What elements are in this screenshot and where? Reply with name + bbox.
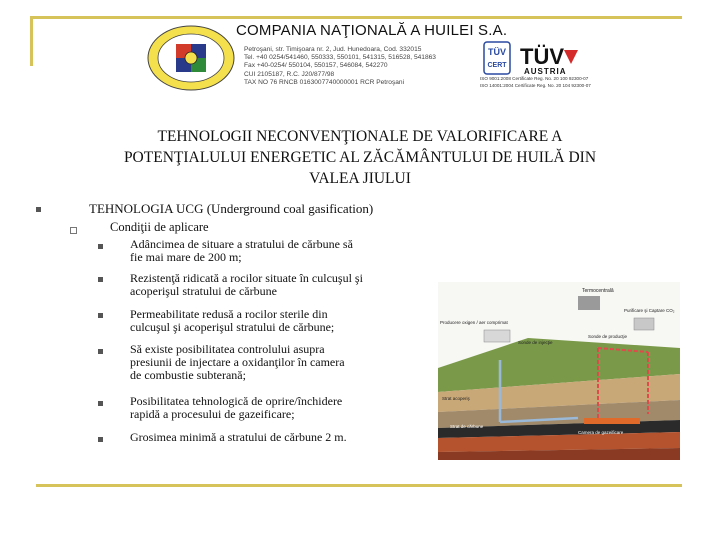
title-line: VALEA JIULUI xyxy=(309,170,411,187)
cert-line: ISO 14001:2004 Certificate Reg. No. 20 104 92300-07 xyxy=(480,82,591,88)
frame-left-line xyxy=(30,16,33,66)
tuv-cert-seal xyxy=(484,42,510,74)
company-logo xyxy=(146,24,236,92)
list-item xyxy=(130,431,430,444)
list-item xyxy=(130,343,430,382)
diagram-label: Sonde de producţie xyxy=(588,334,628,339)
diagram-label: Strat de cărbune xyxy=(450,424,484,429)
bullet-square-icon xyxy=(98,437,103,442)
list-item-line: Rezistenţă ridicată a rocilor situate în culcuşul şi xyxy=(130,271,363,285)
address-line: Fax +40-0254/ 550104, 550157, 546084, 542270 xyxy=(244,62,388,70)
list-item-line: Grosimea minimă a stratului de cărbune 2 m. xyxy=(130,430,347,444)
oxygen-plant xyxy=(484,330,510,342)
diagram-label: Sonde de injecţie xyxy=(518,340,553,345)
bullet-square-icon xyxy=(98,349,103,354)
list-item xyxy=(130,238,430,264)
cert-line: ISO 9001:2008 Certificate Reg. No. 20 100 92300-07 xyxy=(480,76,589,81)
title-line: POTENŢIALULUI ENERGETIC AL ZĂCĂMÂNTULUI DE HUILĂ DIN xyxy=(123,149,597,166)
power-station xyxy=(578,296,600,310)
diagram-label: Producere oxigen / aer comprimat xyxy=(440,320,508,325)
list-item-line: acoperişul stratului de cărbune xyxy=(130,284,277,298)
cert-info xyxy=(480,76,591,89)
co2-capture-plant xyxy=(634,318,654,330)
diagram-label: Termocentrală xyxy=(582,288,614,294)
main-heading: TEHNOLOGIA UCG (Underground coal gasification) xyxy=(89,201,374,216)
address-line: Petroşani, str. Timişoara nr. 2, Jud. Hunedoara, Cod. 332015 xyxy=(244,46,422,53)
company-name: COMPANIA NAŢIONALĂ A HUILEI S.A. xyxy=(236,22,508,39)
page-title xyxy=(40,126,680,189)
ucg-process-diagram xyxy=(438,282,680,460)
address-line: CUI 2105187, R.C. J20/877/98 xyxy=(244,70,335,78)
coal-gasification-chamber xyxy=(584,418,640,424)
bullet-hollow-square-icon xyxy=(70,227,77,234)
seal-tuv-text: TÜV xyxy=(488,47,506,57)
bullet-square-icon xyxy=(98,313,103,318)
seal-cert-text: CERT xyxy=(487,62,507,69)
bullet-square-icon xyxy=(98,401,103,406)
frame-top-line xyxy=(30,16,682,19)
list-item-line: de combustie subterană; xyxy=(130,368,246,382)
address-line: TAX NO 76 RNCB 0163007740000001 RCR Petroşani xyxy=(244,78,405,86)
list-item-line: culcuşul şi acoperişul stratului de cărbune; xyxy=(130,320,335,334)
cert-country: AUSTRIA xyxy=(524,67,567,76)
list-item-line: Permeabilitate redusă a rocilor sterile din xyxy=(130,307,328,321)
tuv-red-mark xyxy=(564,50,578,64)
frame-bottom-line xyxy=(36,484,682,487)
list-item xyxy=(130,308,430,334)
list-item-line: presiunii de injectare a oxidanţilor în camera xyxy=(130,355,345,369)
address-line: Tel. +40 0254/541460, 550333, 550101, 541315, 516528, 541863 xyxy=(244,54,436,62)
bullet-square-icon xyxy=(98,244,103,249)
list-item-line: rapidă a procesului de gazeificare; xyxy=(130,407,295,421)
list-item-line: Să existe posibilitatea controlului asupra xyxy=(130,342,325,356)
list-item-line: Adâncimea de situare a stratului de cărbune să xyxy=(130,237,353,251)
bullet-square-icon xyxy=(98,277,103,282)
tuv-brand-text: TÜV xyxy=(520,44,564,69)
list-item-line: fie mai mare de 200 m; xyxy=(130,250,242,264)
list-item-line: Posibilitatea tehnologică de oprire/închidere xyxy=(130,394,343,408)
list-item xyxy=(130,395,430,421)
diagram-label: Purificare şi Captare CO₂ xyxy=(624,308,675,313)
diagram-label: Camera de gazeificare xyxy=(578,430,624,435)
diagram-label: Strat acoperiş xyxy=(442,396,470,401)
company-address xyxy=(244,46,436,87)
list-item xyxy=(130,272,430,298)
sub-heading: Condiţii de aplicare xyxy=(110,220,209,234)
title-line: TEHNOLOGII NECONVENŢIONALE DE VALORIFICARE A xyxy=(157,128,563,145)
bullet-square-icon xyxy=(36,207,41,212)
